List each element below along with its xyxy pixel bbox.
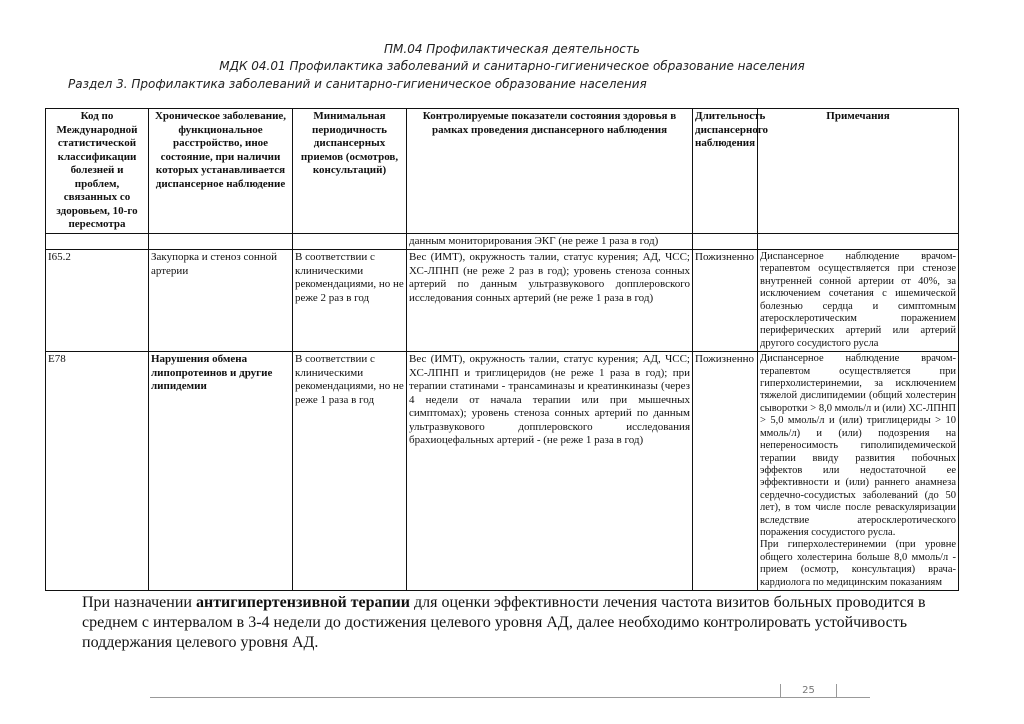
disease: Закупорка и стеноз сонной артерии	[149, 250, 293, 352]
notes-paragraph: Диспансерное наблюдение врачом-терапевтом осуществляется при гиперхолистеринемии, за исключением тяжелой дислипидемии (общий холестерин сыворотки > 8,0 ммоль/л и (или) ХС-ЛПНП > 5,0 ммоль/л и (или) триглицериды > 10 ммоль/л) и (или) подозрения на непереносимость гиполипидемической терапии ввиду развития побочных эффектов или недостаточной ее эффективности и (или) раннего анамнеза сердечно-сосудистых заболеваний (до 50 лет), в том числе после реваскуляризации вследствие атеросклеротического поражения сосудистого русла.	[760, 353, 956, 538]
icd-code: E78	[46, 352, 149, 591]
duration: Пожизненно	[693, 352, 758, 591]
section-title: Раздел 3. Профилактика заболеваний и санитарно-гигиеническое образование населения	[68, 77, 647, 91]
table-row-continuation	[46, 233, 959, 250]
body-paragraph	[82, 593, 962, 653]
duration: Пожизненно	[693, 250, 758, 352]
notes: Диспансерное наблюдение врачом-терапевтом осуществляется при стенозе внутренней сонной артерии от 40%, за исключением сочетания с ишемической болезнью сердца и симптомным атеросклеротическим поражением периферических артерий или артерий другого сосудистого русла	[758, 250, 959, 352]
column-header-indicators: Контролируемые показатели состояния здоровья в рамках проведения диспансерного наблюдения	[407, 109, 693, 234]
paragraph-text: для оценки эффективности лечения частота визитов больных проводится в среднем с интервалом в 3-4 недели до достижения целевого уровня АД, далее необходимо контролировать устойчивость поддержания целевого уровня АД.	[82, 593, 926, 651]
paragraph-text: При назначении	[82, 593, 196, 611]
content-flow	[45, 108, 958, 653]
frequency: В соответствии с клиническими рекомендациями, но не реже 2 раз в год	[293, 250, 407, 352]
footer-divider	[150, 697, 870, 698]
continuation-text: данным мониторирования ЭКГ (не реже 1 раза в год)	[407, 233, 693, 250]
column-header-duration: Длительность диспансерного наблюдения	[693, 109, 758, 234]
course-title: ПМ.04 Профилактическая деятельность	[384, 42, 640, 56]
column-header-code: Код по Международной статистической классификации болезней и проблем, связанных со здоровьем, 10-го пересмотра	[46, 109, 149, 234]
indicators: Вес (ИМТ), окружность талии, статус курения; АД, ЧСС; ХС-ЛПНП и триглицеридов (не реже 1 раза в год); при терапии статинами - трансаминазы и креатинкиназы (через 4 недели от начала терапии или при мышечных симптомах); уровень стеноза сонных артерий по данным ультразвукового допплеровского исследования брахиоцефальных артерий - (не реже 1 раза в год)	[407, 352, 693, 591]
column-header-disease: Хроническое заболевание, функциональное расстройство, иное состояние, при наличии которых устанавливается диспансерное наблюдение	[149, 109, 293, 234]
table-row	[46, 352, 959, 591]
frequency: В соответствии с клиническими рекомендациями, но не реже 1 раза в год	[293, 352, 407, 591]
dispensary-table	[45, 108, 959, 591]
icd-code: I65.2	[46, 250, 149, 352]
table-row	[46, 250, 959, 352]
column-header-frequency: Минимальная периодичность диспансерных приемов (осмотров, консультаций)	[293, 109, 407, 234]
disease: Нарушения обмена липопротеинов и другие липидемии	[149, 352, 293, 591]
page-number: 25	[780, 684, 837, 697]
module-title: МДК 04.01 Профилактика заболеваний и санитарно-гигиеническое образование населения	[219, 59, 805, 73]
paragraph-bold-text: антигипертензивной терапии	[195, 593, 410, 611]
table-header-row	[46, 109, 959, 234]
notes-paragraph: При гиперхолестеринемии (при уровне общего холестерина больше 8,0 ммоль/л - прием (осмотр, консультация) врача-кардиолога по медицинским показаниям	[760, 539, 956, 588]
indicators: Вес (ИМТ), окружность талии, статус курения; АД, ЧСС; ХС-ЛПНП (не реже 2 раз в год); уровень стеноза сонных артерий по данным ультразвукового допплеровского исследования сонных артерий (не реже 1 раза в год)	[407, 250, 693, 352]
notes	[758, 352, 959, 591]
column-header-notes: Примечания	[758, 109, 959, 234]
